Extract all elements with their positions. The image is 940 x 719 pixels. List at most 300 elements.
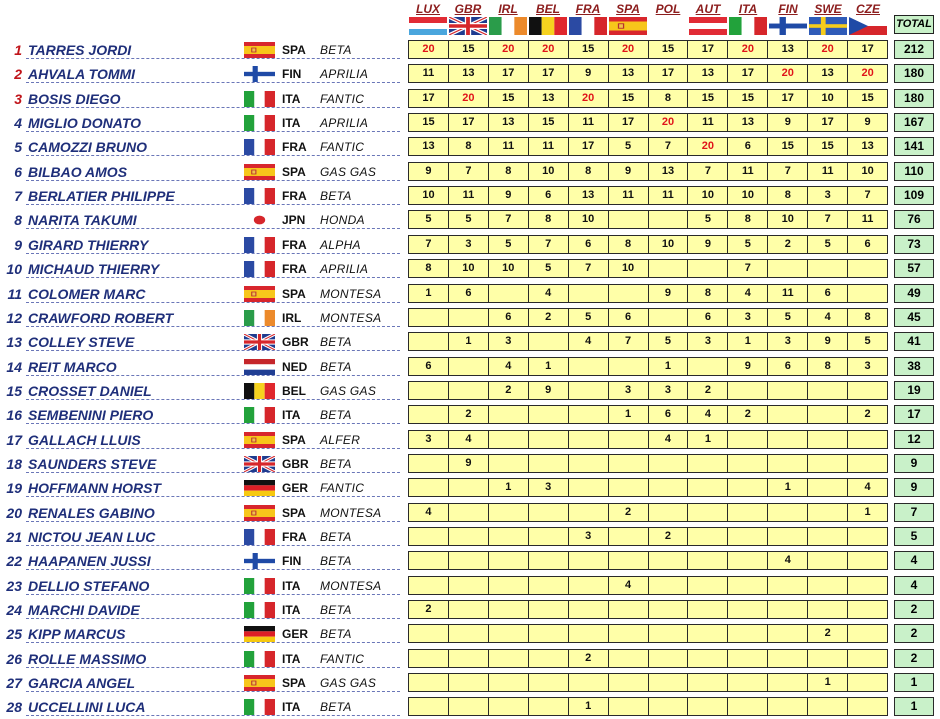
rider-name: COLLEY STEVE: [28, 334, 135, 351]
germany-flag-icon: [244, 626, 275, 642]
score-cell: 13: [768, 41, 808, 58]
score-cell: [768, 406, 808, 423]
round-scores: [408, 527, 888, 546]
score-cell: [489, 650, 529, 667]
rider-position: 4: [14, 115, 22, 132]
round-code-spa: SPA: [616, 2, 640, 16]
score-cell: 11: [529, 138, 569, 155]
spain-flag-icon: [609, 17, 647, 35]
score-cell: 20: [449, 90, 489, 107]
score-cell: 2: [864, 408, 871, 421]
score-cell: 5: [864, 335, 871, 348]
rider-name: UCCELLINI LUCA: [28, 699, 146, 716]
score-cell: 7: [864, 189, 871, 202]
score-cell: 7: [768, 163, 808, 180]
spain-flag-icon: [244, 42, 275, 58]
rider-name: GIRARD THIERRY: [28, 236, 149, 253]
rider-name: MICHAUD THIERRY: [28, 261, 160, 278]
score-cell: 2: [649, 528, 689, 545]
rider-position: 1: [14, 42, 22, 58]
score-cell: 8: [808, 358, 848, 375]
score-cell: 5: [808, 236, 848, 253]
score-cell: 11: [808, 163, 848, 180]
rider-position: 10: [6, 261, 22, 278]
score-cell: 4: [768, 552, 808, 569]
round-scores: [408, 430, 888, 449]
score-cell: 4: [649, 431, 689, 448]
score-cell: [569, 552, 609, 569]
italy-flag-icon: [729, 17, 767, 35]
italy-flag-icon: [244, 407, 275, 423]
score-cell: 1: [609, 406, 649, 423]
score-cell: 2: [808, 625, 848, 642]
row-divider: [26, 691, 400, 692]
round-scores: [408, 89, 888, 108]
germany-flag-icon: [244, 480, 275, 496]
round-scores: [408, 259, 888, 278]
score-cell: [649, 601, 689, 618]
score-cell: 7: [649, 138, 689, 155]
rider-name: AHVALA TOMMI: [28, 66, 136, 83]
uk-flag-icon: [244, 334, 275, 350]
rider-name: DELLIO STEFANO: [28, 577, 150, 594]
rider-position: 27: [6, 675, 22, 692]
score-cell: [409, 382, 449, 399]
rider-position: 15: [6, 382, 22, 399]
france-flag-icon: [244, 188, 275, 204]
score-cell: [449, 479, 489, 496]
nationality-code: ITA: [282, 116, 301, 131]
bike-make: BETA: [320, 335, 352, 350]
nationality-code: FIN: [282, 67, 302, 82]
score-cell: [768, 625, 808, 642]
score-cell: 15: [409, 114, 449, 131]
score-cell: [569, 406, 609, 423]
score-cell: 8: [449, 138, 489, 155]
bike-make: BETA: [320, 603, 352, 618]
score-cell: [529, 455, 569, 472]
table-row: [0, 111, 940, 135]
score-cell: 8: [609, 236, 649, 253]
rider-position: 23: [6, 577, 22, 594]
bike-make: HONDA: [320, 213, 365, 228]
round-code-pol: POL: [655, 2, 681, 16]
rider-name: MIGLIO DONATO: [28, 115, 142, 132]
table-row: [0, 695, 940, 719]
total-points: 12: [894, 430, 934, 449]
france-flag-icon: [244, 261, 275, 277]
score-cell: [569, 431, 609, 448]
score-cell: 5: [449, 211, 489, 228]
score-cell: [808, 260, 848, 277]
score-cell: 17: [489, 65, 529, 82]
score-cell: [609, 358, 649, 375]
score-cell: 7: [569, 260, 609, 277]
round-scores: [408, 40, 888, 59]
score-cell: 17: [529, 65, 569, 82]
table-row: [0, 525, 940, 549]
table-row: [0, 233, 940, 257]
score-cell: [808, 577, 848, 594]
score-cell: [449, 577, 489, 594]
nationality-code: GBR: [282, 456, 309, 471]
score-cell: 15: [861, 91, 874, 104]
row-divider: [26, 496, 400, 497]
score-cell: [848, 455, 887, 472]
table-row: [0, 622, 940, 646]
austria-flag-icon: [689, 17, 727, 35]
score-cell: 10: [649, 236, 689, 253]
round-scores: [408, 113, 888, 132]
score-cell: [848, 552, 887, 569]
bike-make: FANTIC: [320, 91, 365, 106]
table-row: [0, 452, 940, 476]
rider-position: 9: [14, 236, 22, 253]
table-row: [0, 403, 940, 427]
score-cell: 7: [489, 211, 529, 228]
score-cell: 6: [609, 309, 649, 326]
nationality-code: SPA: [282, 505, 306, 520]
score-cell: 9: [609, 163, 649, 180]
score-cell: [688, 650, 728, 667]
row-divider: [26, 448, 400, 449]
score-cell: [768, 382, 808, 399]
score-cell: [609, 601, 649, 618]
rider-name: RENALES GABINO: [28, 504, 155, 521]
rider-name: COLOMER MARC: [28, 285, 146, 302]
score-cell: 1: [649, 358, 689, 375]
total-header: TOTAL: [894, 15, 934, 34]
france-flag-icon: [244, 139, 275, 155]
score-cell: [688, 698, 728, 715]
score-cell: 1: [808, 674, 848, 691]
bike-make: APRILIA: [320, 116, 369, 131]
score-cell: 9: [728, 358, 768, 375]
score-cell: [529, 698, 569, 715]
score-cell: [569, 479, 609, 496]
score-cell: [688, 601, 728, 618]
table-row: [0, 330, 940, 354]
score-cell: [489, 406, 529, 423]
score-cell: [649, 504, 689, 521]
score-cell: [529, 431, 569, 448]
score-cell: 9: [489, 187, 529, 204]
round-scores: [408, 649, 888, 668]
score-cell: [728, 479, 768, 496]
round-code-ita: ITA: [738, 2, 758, 16]
score-cell: [848, 698, 887, 715]
rider-position: 7: [14, 188, 22, 205]
score-cell: 11: [489, 138, 529, 155]
score-cell: 9: [409, 163, 449, 180]
rider-position: 21: [6, 529, 22, 545]
score-cell: 6: [688, 309, 728, 326]
score-cell: 17: [649, 65, 689, 82]
score-cell: 15: [808, 138, 848, 155]
score-cell: 13: [649, 163, 689, 180]
total-points: 38: [894, 357, 934, 376]
bike-make: GAS GAS: [320, 676, 377, 691]
score-cell: [569, 455, 609, 472]
score-cell: [688, 260, 728, 277]
score-cell: [409, 625, 449, 642]
nationality-code: JPN: [282, 213, 306, 228]
score-cell: 10: [688, 187, 728, 204]
row-divider: [26, 667, 400, 668]
score-cell: [569, 382, 609, 399]
nationality-code: FRA: [282, 262, 307, 277]
total-points: 57: [894, 259, 934, 278]
score-cell: 13: [728, 114, 768, 131]
poland-flag-icon: [649, 17, 687, 35]
nationality-code: GER: [282, 481, 309, 496]
score-cell: 1: [864, 505, 871, 518]
score-cell: [728, 431, 768, 448]
rider-position: 12: [6, 309, 22, 326]
ireland-flag-icon: [244, 310, 275, 326]
score-cell: [609, 211, 649, 228]
score-cell: [449, 382, 489, 399]
italy-flag-icon: [244, 651, 275, 667]
round-code-fin: FIN: [778, 2, 798, 16]
rider-position: 5: [14, 139, 22, 156]
uk-flag-icon: [244, 456, 275, 472]
score-cell: [808, 431, 848, 448]
row-divider: [26, 521, 400, 522]
score-cell: [569, 504, 609, 521]
score-cell: 13: [449, 65, 489, 82]
table-row: [0, 62, 940, 86]
score-cell: 3: [489, 333, 529, 350]
score-cell: 17: [861, 43, 874, 55]
score-cell: 4: [864, 481, 871, 494]
rider-position: 8: [14, 212, 22, 229]
nationality-code: GER: [282, 627, 309, 642]
score-cell: [649, 625, 689, 642]
rider-name: KIPP MARCUS: [28, 626, 126, 643]
bike-make: ALFER: [320, 432, 361, 447]
score-cell: 20: [529, 41, 569, 58]
nationality-code: SPA: [282, 286, 306, 301]
row-divider: [26, 302, 400, 303]
score-cell: [649, 552, 689, 569]
score-cell: [449, 601, 489, 618]
score-cell: [768, 455, 808, 472]
rider-position: 28: [6, 699, 22, 716]
row-divider: [26, 618, 400, 619]
score-cell: 20: [489, 41, 529, 58]
bike-make: BETA: [320, 530, 352, 544]
score-cell: 2: [449, 406, 489, 423]
total-points: 2: [894, 600, 934, 619]
score-cell: [489, 431, 529, 448]
score-cell: 8: [529, 211, 569, 228]
score-cell: [848, 285, 887, 302]
score-cell: 7: [728, 260, 768, 277]
table-row: [0, 549, 940, 573]
score-cell: [569, 577, 609, 594]
row-divider: [26, 58, 400, 59]
rider-position: 26: [6, 650, 22, 667]
row-divider: [26, 228, 400, 229]
score-cell: [768, 260, 808, 277]
score-cell: [728, 601, 768, 618]
bike-make: BETA: [320, 700, 352, 715]
bike-make: APRILIA: [320, 67, 369, 82]
score-cell: 1: [449, 333, 489, 350]
score-cell: 8: [569, 163, 609, 180]
score-cell: [489, 625, 529, 642]
score-cell: [848, 382, 887, 399]
score-cell: 17: [409, 90, 449, 107]
total-points: 141: [894, 137, 934, 156]
score-cell: 6: [529, 187, 569, 204]
bike-make: BETA: [320, 408, 352, 423]
score-cell: [768, 577, 808, 594]
table-row: [0, 379, 940, 403]
total-points: 45: [894, 308, 934, 327]
nationality-code: ITA: [282, 408, 301, 423]
score-cell: [649, 698, 689, 715]
round-code-irl: IRL: [498, 2, 518, 16]
score-cell: 4: [688, 406, 728, 423]
score-cell: 3: [864, 359, 871, 372]
round-scores: [408, 697, 888, 716]
score-cell: 4: [529, 285, 569, 302]
bike-make: FANTIC: [320, 651, 365, 666]
score-cell: [529, 504, 569, 521]
score-cell: [848, 431, 887, 448]
row-divider: [26, 180, 400, 181]
score-cell: [489, 698, 529, 715]
round-scores: [408, 454, 888, 473]
round-scores: [408, 600, 888, 619]
round-code-fra: FRA: [575, 2, 601, 16]
row-divider: [26, 375, 400, 376]
score-cell: [688, 358, 728, 375]
rider-position: 6: [14, 163, 22, 180]
score-cell: [649, 211, 689, 228]
nationality-code: SPA: [282, 432, 306, 447]
score-cell: 10: [409, 187, 449, 204]
score-cell: [728, 674, 768, 691]
bike-make: MONTESA: [320, 310, 382, 325]
bike-make: APRILIA: [320, 262, 369, 277]
score-cell: [529, 601, 569, 618]
score-cell: [449, 650, 489, 667]
score-cell: [688, 552, 728, 569]
table-row: [0, 647, 940, 671]
italy-flag-icon: [244, 602, 275, 618]
score-cell: 5: [569, 309, 609, 326]
score-cell: 1: [768, 479, 808, 496]
score-cell: 20: [409, 41, 449, 58]
score-cell: 9: [768, 114, 808, 131]
table-row: [0, 208, 940, 232]
score-cell: 8: [649, 90, 689, 107]
total-points: 109: [894, 186, 934, 205]
row-divider: [26, 350, 400, 351]
score-cell: [609, 674, 649, 691]
score-cell: 3: [529, 479, 569, 496]
score-cell: [609, 431, 649, 448]
score-cell: 3: [688, 333, 728, 350]
row-divider: [26, 642, 400, 643]
score-cell: [649, 455, 689, 472]
spain-flag-icon: [244, 164, 275, 180]
score-cell: [489, 455, 529, 472]
luxembourg-flag-icon: [409, 17, 447, 35]
nationality-code: NED: [282, 359, 308, 374]
score-cell: [489, 601, 529, 618]
round-scores: [408, 308, 888, 327]
score-cell: [409, 674, 449, 691]
rider-name: BOSIS DIEGO: [28, 90, 121, 107]
belgium-flag-icon: [529, 17, 567, 35]
round-code-gbr: GBR: [454, 2, 482, 16]
score-cell: 6: [569, 236, 609, 253]
score-cell: [688, 577, 728, 594]
score-cell: [768, 528, 808, 545]
score-cell: 17: [609, 114, 649, 131]
round-scores: [408, 503, 888, 522]
score-cell: 8: [489, 163, 529, 180]
table-row: [0, 135, 940, 159]
score-cell: 15: [569, 41, 609, 58]
nationality-code: ITA: [282, 578, 301, 593]
nationality-code: FIN: [282, 554, 302, 569]
score-cell: 3: [449, 236, 489, 253]
rider-name: MARCHI DAVIDE: [28, 602, 140, 619]
round-scores: [408, 551, 888, 570]
score-cell: [848, 601, 887, 618]
score-cell: 20: [861, 67, 874, 80]
score-cell: [808, 455, 848, 472]
rider-position: 16: [6, 407, 22, 424]
score-cell: [569, 285, 609, 302]
score-cell: [848, 650, 887, 667]
score-cell: 4: [409, 504, 449, 521]
table-row: [0, 501, 940, 525]
bike-make: MONTESA: [320, 578, 382, 593]
total-points: 76: [894, 210, 934, 229]
total-points: 1: [894, 697, 934, 716]
nationality-code: FRA: [282, 530, 307, 544]
row-divider: [26, 155, 400, 156]
score-cell: 17: [688, 41, 728, 58]
score-cell: 11: [688, 114, 728, 131]
score-cell: 8: [688, 285, 728, 302]
row-divider: [26, 399, 400, 400]
score-cell: 13: [808, 65, 848, 82]
score-cell: [489, 285, 529, 302]
score-cell: [609, 698, 649, 715]
round-code-bel: BEL: [536, 2, 560, 16]
score-cell: [449, 625, 489, 642]
score-cell: [489, 552, 529, 569]
score-cell: 7: [529, 236, 569, 253]
score-cell: 7: [609, 333, 649, 350]
score-cell: 17: [449, 114, 489, 131]
score-cell: [569, 601, 609, 618]
score-cell: 1: [569, 698, 609, 715]
round-code-lux: LUX: [416, 2, 440, 16]
score-cell: [808, 479, 848, 496]
rider-position: 25: [6, 626, 22, 643]
score-cell: 1: [728, 333, 768, 350]
score-cell: [409, 406, 449, 423]
total-points: 167: [894, 113, 934, 132]
